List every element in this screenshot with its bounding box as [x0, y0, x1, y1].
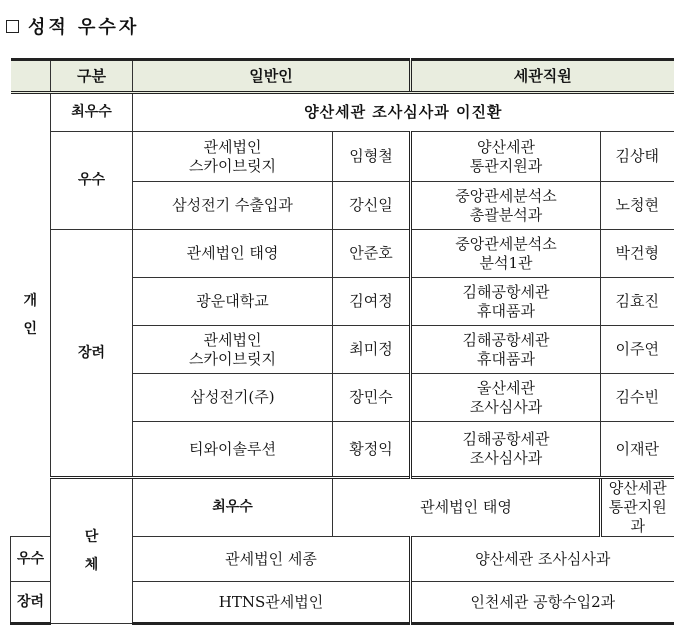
officer-cell: 이주연 — [601, 326, 674, 374]
officer-cell: 김수빈 — [601, 374, 674, 422]
name-cell: 강신일 — [333, 182, 411, 230]
office-cell: 울산세관 조사심사과 — [411, 374, 601, 422]
org-general-cell: HTNS관세법인 — [133, 582, 411, 624]
org-general-cell: 관세법인 태영 — [333, 478, 601, 537]
award-table — [10, 58, 674, 625]
officer-cell: 김효진 — [601, 278, 674, 326]
table-row — [11, 93, 674, 132]
table-row — [11, 230, 674, 278]
org-general-cell: 관세법인 세종 — [133, 537, 411, 582]
checkbox-square-icon — [6, 20, 19, 33]
org-cell: 관세법인 스카이브릿지 — [133, 132, 333, 182]
row-label-encouragement: 장려 — [51, 230, 133, 478]
header-empty-cell — [11, 60, 51, 93]
group-individual: 개 인 — [11, 93, 51, 537]
name-cell: 최미정 — [333, 326, 411, 374]
office-cell: 김해공항세관 조사심사과 — [411, 422, 601, 478]
org-row-label: 장려 — [11, 582, 51, 624]
row-label-excellent: 우수 — [51, 132, 133, 230]
org-row-label: 최우수 — [133, 478, 333, 537]
section-heading — [6, 14, 139, 38]
org-customs-cell: 인천세관 공항수입2과 — [411, 582, 674, 624]
org-cell: 삼성전기(주) — [133, 374, 333, 422]
officer-cell: 김상태 — [601, 132, 674, 182]
name-cell: 황정익 — [333, 422, 411, 478]
table-row — [11, 478, 674, 537]
name-cell: 장민수 — [333, 374, 411, 422]
group-organization: 단 체 — [51, 478, 133, 624]
header-general: 일반인 — [133, 60, 411, 93]
name-cell: 임형철 — [333, 132, 411, 182]
table-row — [11, 132, 674, 182]
header-category: 구분 — [51, 60, 133, 93]
grand-prize-winner: 양산세관 조사심사과 이진환 — [133, 93, 674, 132]
office-cell: 김해공항세관 휴대품과 — [411, 326, 601, 374]
org-cell: 관세법인 태영 — [133, 230, 333, 278]
office-cell: 김해공항세관 휴대품과 — [411, 278, 601, 326]
org-row-label: 우수 — [11, 537, 51, 582]
section-title: 성적 우수자 — [28, 17, 140, 38]
officer-cell: 이재란 — [601, 422, 674, 478]
office-cell: 중앙관세분석소 분석1관 — [411, 230, 601, 278]
org-customs-cell: 양산세관 조사심사과 — [411, 537, 674, 582]
org-customs-cell: 양산세관 통관지원과 — [601, 478, 674, 537]
org-cell: 티와이솔루션 — [133, 422, 333, 478]
office-cell: 양산세관 통관지원과 — [411, 132, 601, 182]
org-cell: 광운대학교 — [133, 278, 333, 326]
org-cell: 삼성전기 수출입과 — [133, 182, 333, 230]
row-label-grand-prize: 최우수 — [51, 93, 133, 132]
name-cell: 김여정 — [333, 278, 411, 326]
org-cell: 관세법인 스카이브릿지 — [133, 326, 333, 374]
header-customs: 세관직원 — [411, 60, 674, 93]
name-cell: 안준호 — [333, 230, 411, 278]
officer-cell: 박건형 — [601, 230, 674, 278]
table-header-row — [11, 60, 674, 93]
officer-cell: 노청현 — [601, 182, 674, 230]
office-cell: 중앙관세분석소 총괄분석과 — [411, 182, 601, 230]
